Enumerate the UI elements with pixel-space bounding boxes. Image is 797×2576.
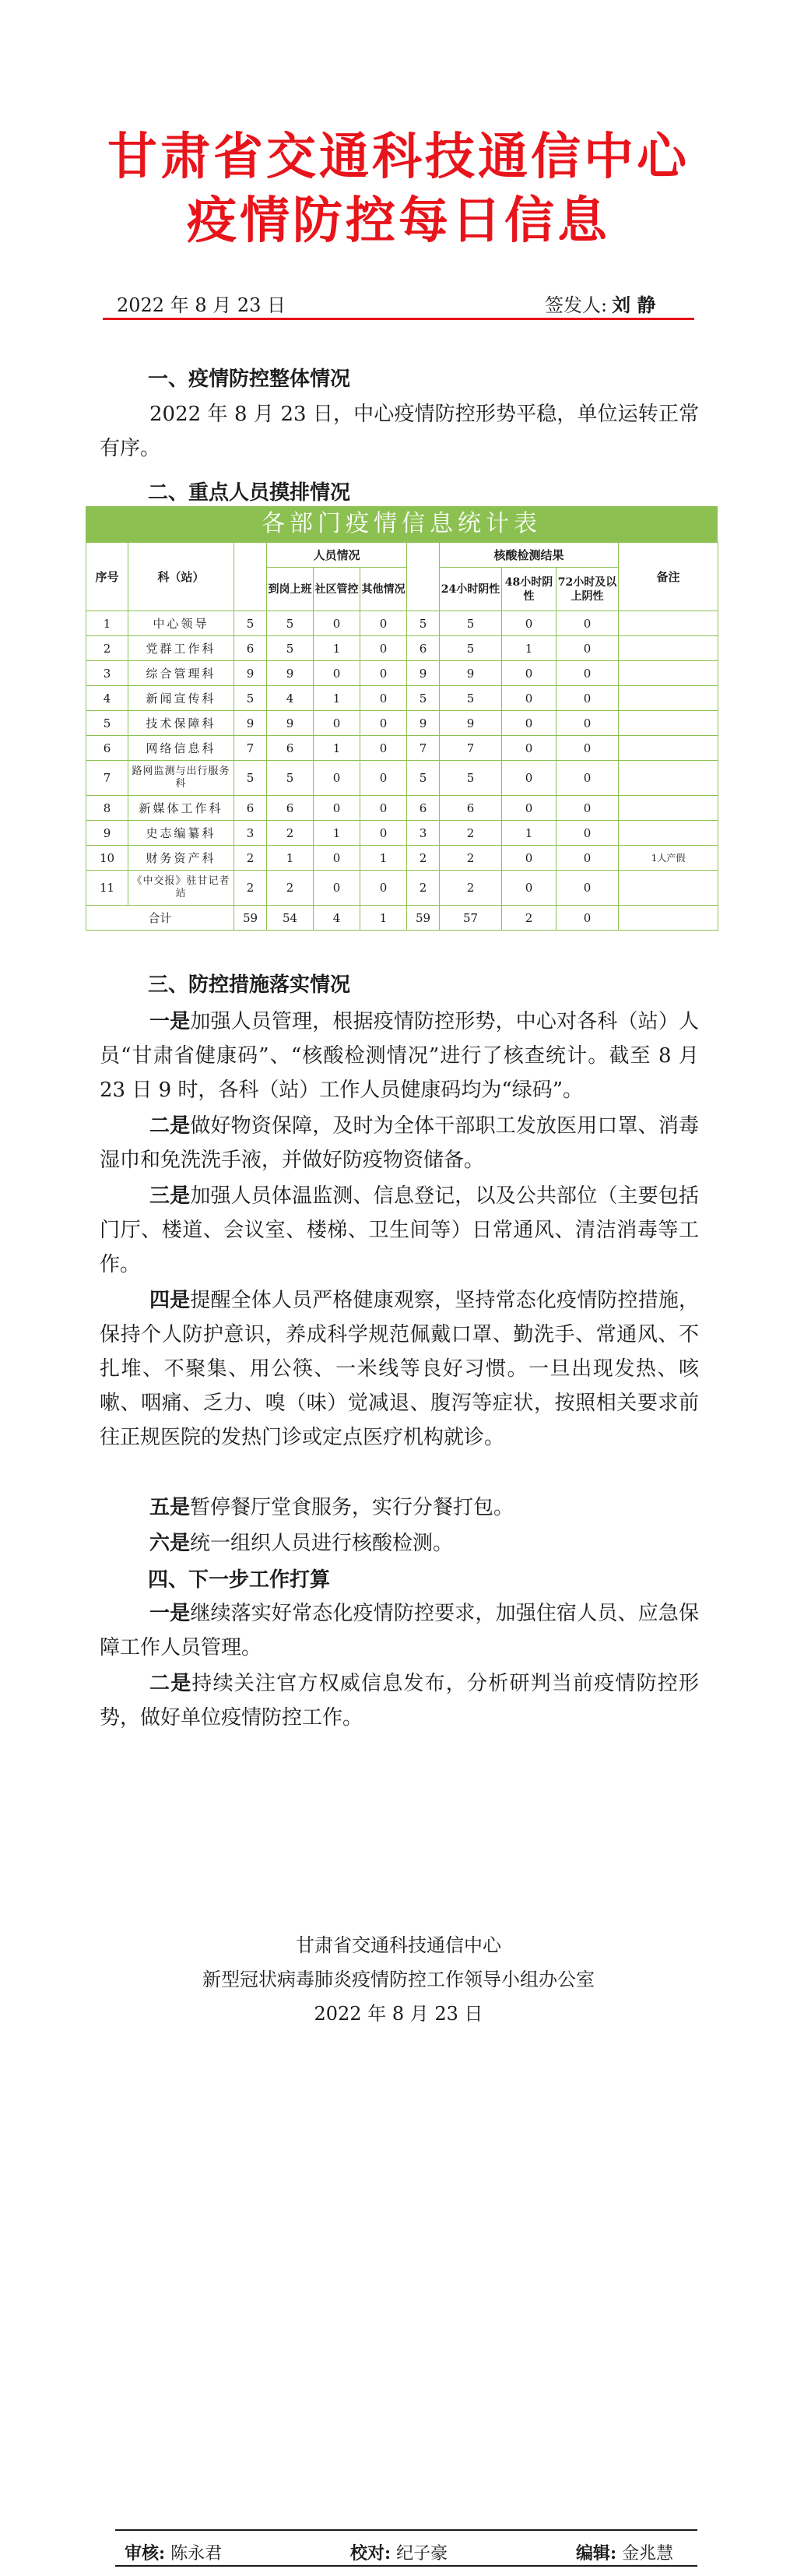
table-cell-seq: 9 [86,821,128,846]
measure-text: 统一组织人员进行核酸检测。 [190,1532,454,1555]
table-row [86,661,718,686]
table-cell-h24: 2 [440,821,502,846]
table-cell-h48: 1 [502,821,556,846]
measure-lead: 五是 [149,1496,191,1519]
table-cell-h72: 0 [556,796,619,821]
table-row [86,871,718,906]
total-cell: 57 [440,906,502,931]
header-72h: 72小时及以上阴性 [556,568,619,611]
header-divider [103,318,694,320]
table-cell-onduty: 5 [267,636,314,661]
measure-lead: 一是 [149,1010,191,1033]
header-community: 社区管控 [314,568,360,611]
table-cell-h24: 5 [440,611,502,636]
table-cell-total: 7 [234,736,267,761]
table-cell-h72: 0 [556,686,619,711]
table-cell-community: 1 [314,821,360,846]
table-cell-seq: 6 [86,736,128,761]
table-row [86,711,718,736]
table-row [86,846,718,871]
editor-name: 金兆慧 [622,2544,674,2564]
table-cell-tested: 5 [407,611,440,636]
measure-text: 暂停餐厅堂食服务，实行分餐打包。 [190,1496,514,1519]
table-cell-note [619,821,718,846]
signer-label: 签发人: [545,294,608,316]
table-cell-note [619,761,718,796]
table-cell-total: 6 [234,636,267,661]
table-cell-h24: 6 [440,796,502,821]
proofreader [350,2540,448,2564]
table-cell-onduty: 5 [267,611,314,636]
table-cell-note [619,686,718,711]
section-heading-4: 四、下一步工作打算 [148,1568,331,1592]
table-title: 各部门疫情信息统计表 [86,506,718,542]
total-cell: 2 [502,906,556,931]
table-cell-h24: 5 [440,686,502,711]
table-cell-note [619,636,718,661]
table-cell-seq: 3 [86,661,128,686]
measure-1 [100,1005,699,1107]
table-cell-other: 0 [360,711,407,736]
table-row [86,611,718,636]
table-cell-total: 5 [234,611,267,636]
editor-label: 编辑: [576,2543,617,2564]
table-cell-dept: 网络信息科 [128,736,234,761]
header-dept: 科（站） [128,543,234,611]
plan-1 [100,1596,699,1665]
table-cell-h48: 0 [502,711,556,736]
total-cell: 4 [314,906,360,931]
signer [545,290,655,317]
table-cell-h48: 0 [502,871,556,906]
table-cell-onduty: 9 [267,661,314,686]
table-cell-community: 0 [314,661,360,686]
table-cell-dept: 综合管理科 [128,661,234,686]
header-nucleic: 核酸检测结果 [440,543,619,568]
table-cell-tested: 7 [407,736,440,761]
table-cell-h72: 0 [556,736,619,761]
table-cell-onduty: 6 [267,796,314,821]
table-row [86,761,718,796]
table-cell-h72: 0 [556,661,619,686]
total-cell [619,906,718,931]
table-cell-tested: 2 [407,871,440,906]
total-cell: 59 [234,906,267,931]
table-cell-note [619,871,718,906]
table-cell-onduty: 6 [267,736,314,761]
table-cell-community: 0 [314,611,360,636]
table-cell-note [619,661,718,686]
table-cell-h24: 5 [440,761,502,796]
table-cell-seq: 2 [86,636,128,661]
table-cell-h72: 0 [556,871,619,906]
measure-text: 提醒全体人员严格健康观察，坚持常态化疫情防控措施，保持个人防护意识，养成科学规范佩戴口罩、勤洗手、常通风、不扎堆、不聚集、用公筷、一米线等良好习惯。一旦出现发热、咳嗽、咽痛、乏力、嗅（味）觉减退、腹泻等症状，按照相关要求前往正规医院的发热门诊或定点医疗机构就诊。 [100,1289,699,1449]
table-cell-other: 0 [360,686,407,711]
table-cell-seq: 1 [86,611,128,636]
plan-lead: 一是 [149,1602,191,1625]
total-cell: 0 [556,906,619,931]
proofreader-name: 纪子豪 [396,2544,448,2564]
footer-org-2: 新型冠状病毒肺炎疫情防控工作领导小组办公室 [202,1969,595,1990]
table-cell-seq: 8 [86,796,128,821]
reviewer-label: 审核: [125,2543,166,2564]
table-cell-h24: 9 [440,661,502,686]
total-cell: 1 [360,906,407,931]
table-cell-note [619,796,718,821]
proofreader-label: 校对: [350,2543,391,2564]
measure-lead: 六是 [149,1532,191,1555]
table-cell-seq: 4 [86,686,128,711]
plan-2 [100,1666,699,1735]
table-cell-other: 0 [360,796,407,821]
table-cell-community: 0 [314,871,360,906]
table-cell-h72: 0 [556,821,619,846]
header-people: 人员情况 [267,543,407,568]
table-cell-tested: 5 [407,761,440,796]
table-cell-total: 5 [234,761,267,796]
table-cell-seq: 10 [86,846,128,871]
table-cell-h48: 0 [502,796,556,821]
table-cell-other: 0 [360,821,407,846]
table-cell-h24: 5 [440,636,502,661]
table-cell-h24: 9 [440,711,502,736]
total-label: 合计 [86,906,234,931]
section-heading-1: 一、疫情防控整体情况 [148,368,351,391]
measure-2 [100,1109,699,1177]
footer-date: 2022 年 8 月 23 日 [314,2003,483,2025]
table-cell-h72: 0 [556,636,619,661]
section-1-text: 2022 年 8 月 23 日，中心疫情防控形势平稳，单位运转正常有序。 [100,403,699,460]
total-cell: 54 [267,906,314,931]
header-blank-2 [407,543,440,611]
table-cell-h48: 0 [502,661,556,686]
table-cell-onduty: 4 [267,686,314,711]
header-note: 备注 [619,543,718,611]
table-cell-other: 0 [360,871,407,906]
table-cell-h48: 0 [502,611,556,636]
total-cell: 59 [407,906,440,931]
table-cell-h48: 0 [502,846,556,871]
stats-table [86,542,718,931]
table-cell-other: 0 [360,636,407,661]
footer-rule-bottom [115,2565,697,2567]
measure-text: 加强人员体温监测、信息登记，以及公共部位（主要包括门厅、楼道、会议室、楼梯、卫生间等）日常通风、清洁消毒等工作。 [100,1184,699,1276]
issue-date: 2022 年 8 月 23 日 [117,294,286,316]
table-row [86,636,718,661]
table-cell-seq: 7 [86,761,128,796]
plan-lead: 二是 [149,1672,192,1695]
table-cell-other: 0 [360,611,407,636]
table-cell-dept: 新媒体工作科 [128,796,234,821]
table-cell-h72: 0 [556,711,619,736]
table-cell-dept: 新闻宣传科 [128,686,234,711]
table-cell-community: 0 [314,711,360,736]
table-cell-tested: 9 [407,661,440,686]
table-cell-onduty: 2 [267,871,314,906]
table-cell-dept: 中心领导 [128,611,234,636]
header-blank-1 [234,543,267,611]
table-cell-note [619,611,718,636]
table-cell-onduty: 1 [267,846,314,871]
section-heading-2: 二、重点人员摸排情况 [148,481,351,505]
measure-4 [100,1283,699,1455]
table-cell-total: 3 [234,821,267,846]
table-cell-total: 5 [234,686,267,711]
table-cell-community: 0 [314,761,360,796]
table-cell-dept: 史志编纂科 [128,821,234,846]
table-cell-note [619,711,718,736]
table-cell-other: 0 [360,736,407,761]
table-cell-h48: 0 [502,761,556,796]
table-cell-other: 1 [360,846,407,871]
table-cell-dept: 《中交报》驻甘记者站 [128,871,234,906]
table-cell-tested: 9 [407,711,440,736]
document-subtitle: 疫情防控每日信息 [187,192,610,250]
footer-rule-top [115,2529,697,2531]
section-heading-3: 三、防控措施落实情况 [148,973,351,997]
table-cell-community: 1 [314,736,360,761]
table-cell-h72: 0 [556,761,619,796]
table-total-row [86,906,718,931]
measure-text: 做好物资保障，及时为全体干部职工发放医用口罩、消毒湿巾和免洗洗手液，并做好防疫物资储备。 [100,1114,699,1172]
header-48h: 48小时阴性 [502,568,556,611]
header-24h: 24小时阴性 [440,568,502,611]
stats-table-container [86,506,718,961]
table-cell-community: 1 [314,636,360,661]
header-onduty: 到岗上班 [267,568,314,611]
header-seq: 序号 [86,543,128,611]
table-cell-seq: 5 [86,711,128,736]
table-cell-tested: 5 [407,686,440,711]
table-cell-h24: 2 [440,871,502,906]
reviewer [125,2540,222,2564]
table-cell-tested: 2 [407,846,440,871]
header-other: 其他情况 [360,568,407,611]
editor [576,2540,673,2564]
table-cell-note: 1人产假 [619,846,718,871]
table-cell-h48: 0 [502,686,556,711]
measure-5 [100,1490,699,1525]
table-cell-tested: 6 [407,636,440,661]
table-cell-tested: 3 [407,821,440,846]
signer-name: 刘 静 [612,294,656,316]
table-cell-dept: 党群工作科 [128,636,234,661]
measure-lead: 四是 [149,1289,191,1312]
table-cell-total: 9 [234,711,267,736]
table-row [86,821,718,846]
table-row [86,796,718,821]
reviewer-name: 陈永君 [170,2544,223,2564]
table-row [86,686,718,711]
measure-text: 加强人员管理，根据疫情防控形势，中心对各科（站）人员“甘肃省健康码”、“核酸检测情况”进行了核查统计。截至 8 月 23 日 9 时，各科（站）工作人员健康码均为“绿码”。 [100,1010,699,1102]
table-cell-dept: 技术保障科 [128,711,234,736]
table-cell-community: 0 [314,796,360,821]
table-cell-h48: 0 [502,736,556,761]
plan-text: 继续落实好常态化疫情防控要求，加强住宿人员、应急保障工作人员管理。 [100,1602,699,1659]
plan-text: 持续关注官方权威信息发布，分析研判当前疫情防控形势，做好单位疫情防控工作。 [100,1672,699,1730]
measure-lead: 二是 [149,1114,191,1138]
table-cell-onduty: 2 [267,821,314,846]
table-cell-dept: 路网监测与出行服务科 [128,761,234,796]
table-cell-h24: 2 [440,846,502,871]
document-title: 甘肃省交通科技通信中心 [107,128,690,186]
table-cell-note [619,736,718,761]
table-cell-total: 2 [234,846,267,871]
table-cell-h72: 0 [556,846,619,871]
table-cell-dept: 财务资产科 [128,846,234,871]
footer-org-1: 甘肃省交通科技通信中心 [296,1934,501,1956]
table-cell-community: 1 [314,686,360,711]
measure-lead: 三是 [149,1184,191,1208]
table-cell-total: 2 [234,871,267,906]
table-cell-community: 0 [314,846,360,871]
table-cell-other: 0 [360,761,407,796]
table-cell-total: 9 [234,661,267,686]
table-cell-total: 6 [234,796,267,821]
measure-3 [100,1179,699,1282]
measure-6 [100,1526,699,1561]
table-cell-onduty: 9 [267,711,314,736]
table-cell-h72: 0 [556,611,619,636]
table-cell-h48: 1 [502,636,556,661]
table-cell-onduty: 5 [267,761,314,796]
table-cell-other: 0 [360,661,407,686]
table-row [86,736,718,761]
table-cell-seq: 11 [86,871,128,906]
table-cell-tested: 6 [407,796,440,821]
table-cell-h24: 7 [440,736,502,761]
